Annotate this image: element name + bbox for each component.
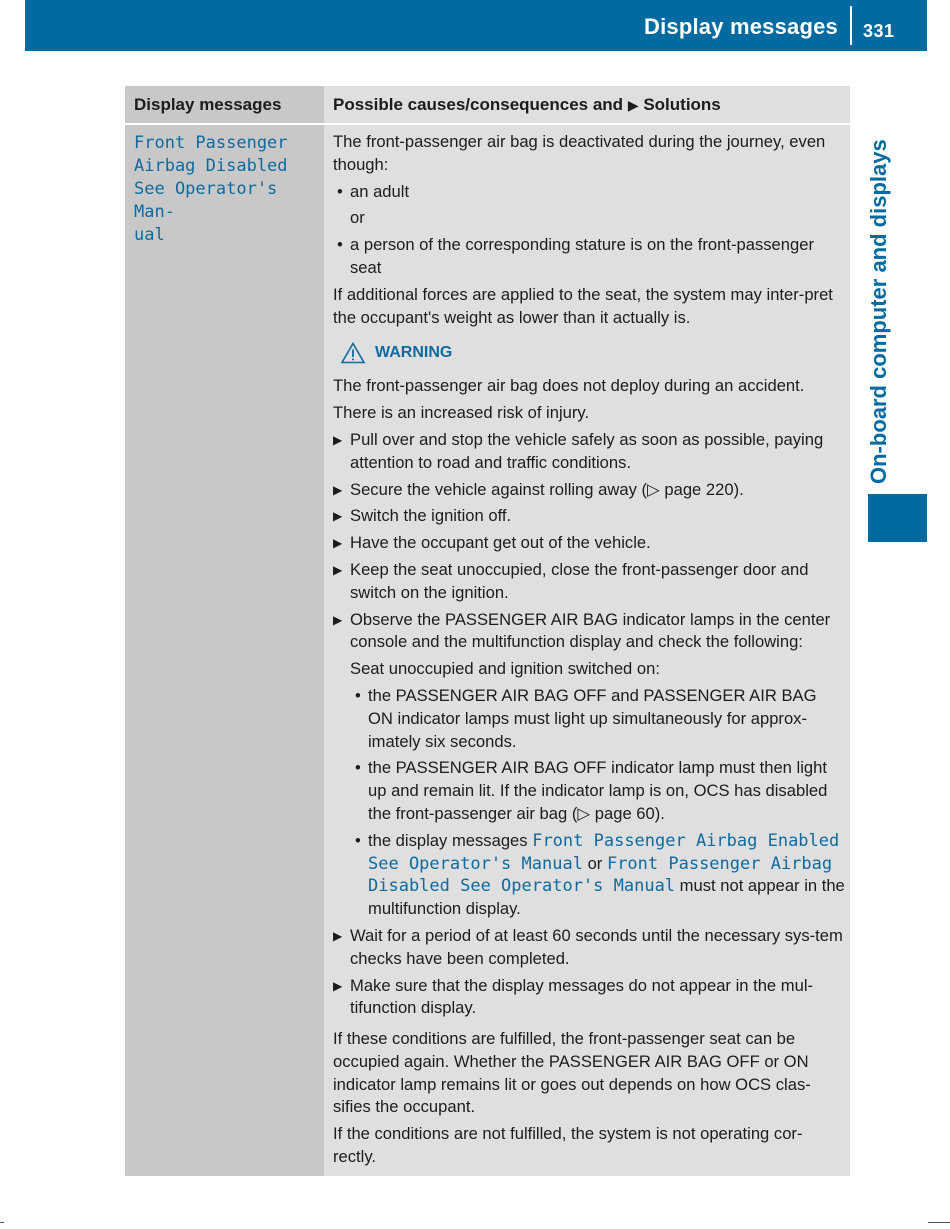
- warning-heading: [333, 333, 845, 373]
- step-text: Have the occupant get out of the vehicle.: [350, 533, 651, 553]
- triangle-right-icon: ▶: [333, 432, 343, 447]
- triangle-right-icon: ▶: [333, 482, 343, 497]
- triangle-right-icon: ▶: [333, 509, 343, 524]
- column-header-solutions: [324, 86, 850, 123]
- step-text: Switch the ignition off.: [350, 506, 512, 526]
- step-text: Wait for a period of at least 60 seconds until the necessary sys-tem checks have been completed.: [350, 925, 843, 968]
- solutions-cell: [333, 131, 845, 1173]
- step-item: [333, 925, 845, 971]
- crop-mark: [0, 1222, 4, 1223]
- column-header-messages: Display messages: [125, 86, 324, 123]
- step-item: [333, 609, 845, 655]
- check-text: must not appear in the multifunction display.: [368, 876, 845, 919]
- display-messages-table: [125, 86, 850, 1176]
- triangle-right-icon: ▶: [333, 928, 343, 943]
- triangle-right-icon: ▶: [333, 562, 343, 577]
- step-item: [333, 532, 845, 555]
- page-number: 331: [863, 21, 895, 41]
- fulfilled-note: If these conditions are fulfilled, the front-passenger seat can be occupied again. Whether the PASSENGER AIR BAG OFF or ON indicator lamp remains lit or goes out depends on how OCS clas-sifies the occupant.: [333, 1029, 811, 1117]
- header-prefix: Possible causes/consequences and: [333, 95, 624, 114]
- step-item: [333, 429, 845, 475]
- crop-mark: [928, 1222, 950, 1223]
- display-message-enabled: Front Passenger Airbag Enabled See Operator's Manual: [368, 830, 840, 874]
- condition-item: • an adult: [333, 181, 845, 204]
- check-text: the display messages: [368, 830, 528, 850]
- header-divider: [850, 6, 852, 45]
- warning-text: There is an increased risk of injury.: [333, 403, 590, 423]
- warning-label: WARNING: [375, 343, 453, 361]
- step-item: [333, 505, 845, 528]
- step-text: Pull over and stop the vehicle safely as soon as possible, paying attention to road and traffic conditions.: [350, 429, 824, 472]
- message-column: [125, 86, 324, 1176]
- display-message-text: Front Passenger Airbag Disabled See Operator's Man- ual: [134, 133, 288, 245]
- section-tab-marker: [868, 494, 927, 542]
- triangle-right-icon: ▶: [333, 536, 343, 551]
- warning-text: The front-passenger air bag does not deploy during an accident.: [333, 376, 805, 396]
- intro-text: The front-passenger air bag is deactivated during the journey, even though:: [333, 132, 826, 174]
- triangle-right-icon: ▶: [333, 612, 343, 627]
- step-text: Secure the vehicle against rolling away (▷ page 220).: [350, 479, 744, 499]
- check-text: or: [587, 853, 603, 873]
- not-fulfilled-note: If the conditions are not fulfilled, the system is not operating cor-rectly.: [333, 1124, 803, 1167]
- warning-triangle-icon: [341, 342, 365, 364]
- check-item: [333, 830, 845, 921]
- condition-or: or: [350, 208, 365, 228]
- forces-note: If additional forces are applied to the seat, the system may inter-pret the occupant's weight as lower than it actually is.: [333, 284, 833, 327]
- step-item: [333, 479, 845, 502]
- step-text: Keep the seat unoccupied, close the front-passenger door and switch on the ignition.: [350, 559, 809, 602]
- step-item: [333, 559, 845, 605]
- section-tab-label: On-board computer and displays: [866, 139, 891, 484]
- check-item: • the PASSENGER AIR BAG OFF indicator lamp must then light up and remain lit. If the indicator lamp is on, OCS has disabled the front-passenger air bag (▷ page 60).: [333, 757, 845, 825]
- page-title: Display messages: [644, 14, 838, 39]
- check-item: • the PASSENGER AIR BAG OFF and PASSENGER AIR BAG ON indicator lamps must light up simultaneously for approx-imately six seconds.: [333, 685, 845, 753]
- display-message-disabled: Front Passenger Airbag Disabled See Operator's Manual: [368, 853, 833, 897]
- step-text: Make sure that the display messages do not appear in the mul-tifunction display.: [350, 975, 814, 1018]
- step-text: Observe the PASSENGER AIR BAG indicator lamps in the center console and the multifunction display and check the following:: [350, 609, 831, 652]
- triangle-right-icon: ▶: [333, 978, 343, 993]
- triangle-right-icon: ▶: [627, 97, 639, 113]
- condition-item: • a person of the corresponding stature is on the front-passenger seat: [333, 234, 845, 280]
- step-item: [333, 975, 845, 1021]
- header-divider-line: [125, 123, 850, 125]
- header-suffix: Solutions: [643, 95, 721, 114]
- step-subheading: Seat unoccupied and ignition switched on:: [350, 659, 660, 679]
